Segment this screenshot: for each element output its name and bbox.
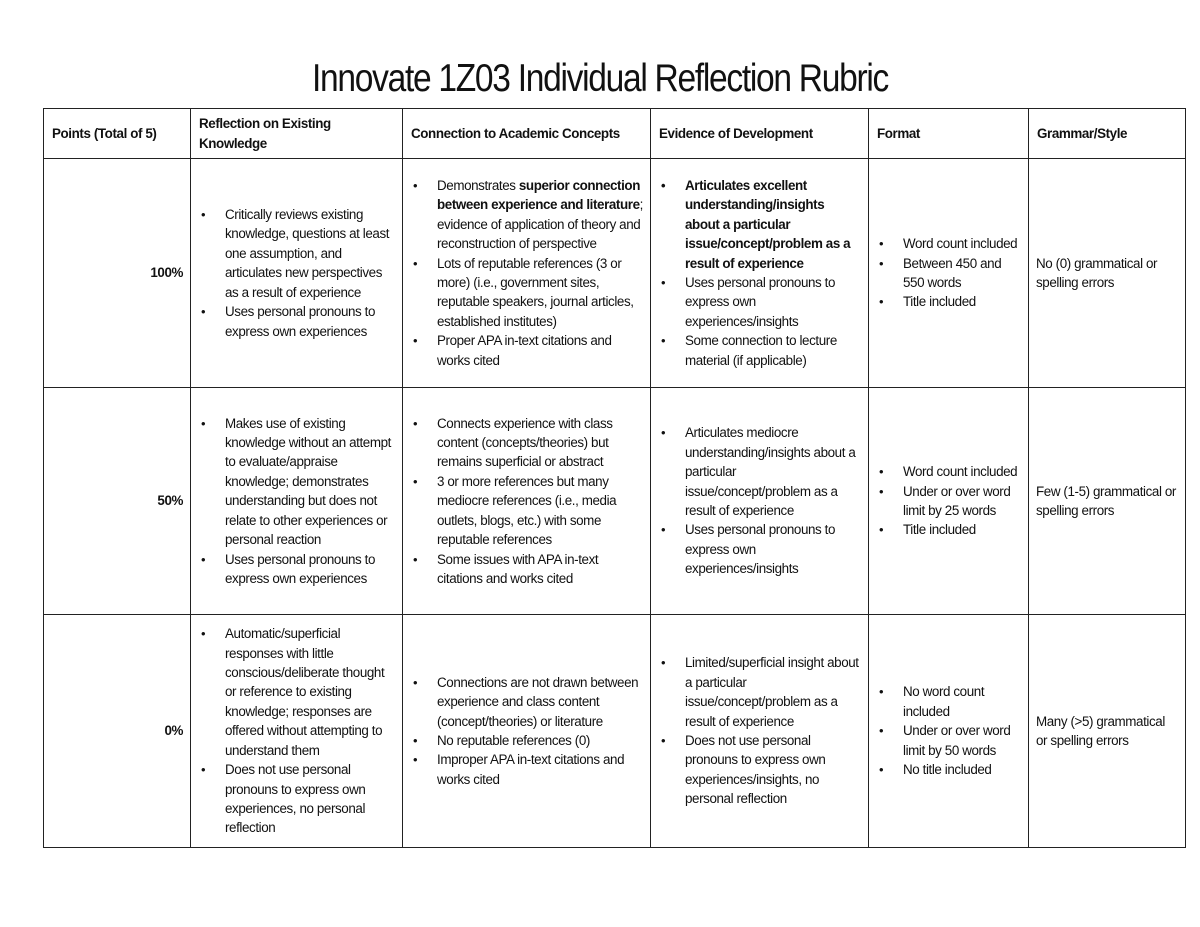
list-item: • Does not use personal pronouns to express own experiences, no personal reflection: [198, 760, 395, 838]
header-grammar: Grammar/Style: [1029, 109, 1186, 159]
list-item: • No word count included: [876, 682, 1021, 721]
list-item: • Some issues with APA in-text citations and works cited: [410, 550, 643, 589]
evidence-cell: [651, 615, 869, 848]
list-item: • Word count included: [876, 234, 1021, 253]
list-item: • No title included: [876, 760, 1021, 779]
header-evidence: Evidence of Development: [651, 109, 869, 159]
list-item: • Improper APA in-text citations and works cited: [410, 750, 643, 789]
list-item: • Uses personal pronouns to express own experiences: [198, 302, 395, 341]
list-item: • No reputable references (0): [410, 731, 643, 750]
list-item: • Under or over word limit by 50 words: [876, 721, 1021, 760]
list-item: • Uses personal pronouns to express own experiences: [198, 550, 395, 589]
grammar-cell: Many (>5) grammatical or spelling errors: [1029, 615, 1186, 848]
list-item: • Between 450 and 550 words: [876, 254, 1021, 293]
connection-cell: [403, 615, 651, 848]
list-item: [410, 176, 643, 254]
list-item: • Lots of reputable references (3 or more) (i.e., government sites, reputable speakers, journal articles, established institutes): [410, 254, 643, 332]
list-item: • Connections are not drawn between experience and class content (concept/theories) or literature: [410, 673, 643, 731]
list-item: • Title included: [876, 520, 1021, 539]
page-title: Innovate 1Z03 Individual Reflection Rubric: [311, 57, 888, 100]
format-cell: [869, 615, 1029, 848]
table-row-50: [44, 388, 1186, 615]
list-item: • Automatic/superficial responses with little conscious/deliberate thought or reference to existing knowledge; responses are offered without attempting to understand them: [198, 624, 395, 760]
bullet-list: [198, 414, 395, 589]
bullet-list: [876, 682, 1021, 779]
reflection-cell: [191, 388, 403, 615]
list-item: • Title included: [876, 292, 1021, 311]
header-row: [44, 109, 1186, 159]
points-cell: 0%: [44, 615, 191, 848]
bullet-list: [410, 176, 643, 370]
list-item: • Connects experience with class content (concepts/theories) but remains superficial or abstract: [410, 414, 643, 472]
bullet-list: [876, 462, 1021, 540]
header-points: Points (Total of 5): [44, 109, 191, 159]
evidence-cell: [651, 159, 869, 388]
table-row-100: [44, 159, 1186, 388]
bullet-list: [198, 624, 395, 837]
points-cell: 100%: [44, 159, 191, 388]
points-cell: 50%: [44, 388, 191, 615]
header-reflection: Reflection on Existing Knowledge: [191, 109, 403, 159]
header-connection: Connection to Academic Concepts: [403, 109, 651, 159]
list-item: • Some connection to lecture material (if applicable): [658, 331, 861, 370]
reflection-cell: [191, 159, 403, 388]
list-item: • Limited/superficial insight about a particular issue/concept/problem as a result of experience: [658, 653, 861, 731]
list-item-text: ; evidence of application of theory and reconstruction of perspective: [437, 197, 643, 252]
grammar-cell: No (0) grammatical or spelling errors: [1029, 159, 1186, 388]
list-item: • Proper APA in-text citations and works cited: [410, 331, 643, 370]
reflection-cell: [191, 615, 403, 848]
list-item: • Uses personal pronouns to express own experiences/insights: [658, 273, 861, 331]
header-format: Format: [869, 109, 1029, 159]
connection-cell: [403, 388, 651, 615]
list-item: • Articulates excellent understanding/insights about a particular issue/concept/problem as a result of experience: [658, 176, 861, 273]
list-item: • Uses personal pronouns to express own experiences/insights: [658, 520, 861, 578]
bullet-list: [876, 234, 1021, 312]
grammar-cell: Few (1-5) grammatical or spelling errors: [1029, 388, 1186, 615]
bullet-list: [198, 205, 395, 341]
format-cell: [869, 388, 1029, 615]
bullet-list: [658, 176, 861, 370]
bullet-list: [410, 414, 643, 589]
rubric-table: [43, 108, 1186, 848]
format-cell: [869, 159, 1029, 388]
bullet-list: [658, 653, 861, 808]
connection-cell: [403, 159, 651, 388]
table-row-0: [44, 615, 1186, 848]
list-item-emphasis: superior connection between experience and literature: [437, 177, 640, 213]
list-item: • 3 or more references but many mediocre references (i.e., media outlets, blogs, etc.) with some reputable references: [410, 472, 643, 550]
bullet-list: [410, 673, 643, 789]
list-item: • Word count included: [876, 462, 1021, 481]
bullet-list: [658, 423, 861, 578]
evidence-cell: [651, 388, 869, 615]
list-item: • Critically reviews existing knowledge, questions at least one assumption, and articulates new perspectives as a result of experience: [198, 205, 395, 302]
list-item: • Articulates mediocre understanding/insights about a particular issue/concept/problem as a result of experience: [658, 423, 861, 520]
list-item: • Does not use personal pronouns to express own experiences/insights, no personal reflection: [658, 731, 861, 809]
list-item-text: Demonstrates: [437, 177, 519, 193]
list-item: • Makes use of existing knowledge without an attempt to evaluate/appraise knowledge; demonstrates understanding but does not relate to other experiences or personal reaction: [198, 414, 395, 550]
list-item: • Under or over word limit by 25 words: [876, 482, 1021, 521]
